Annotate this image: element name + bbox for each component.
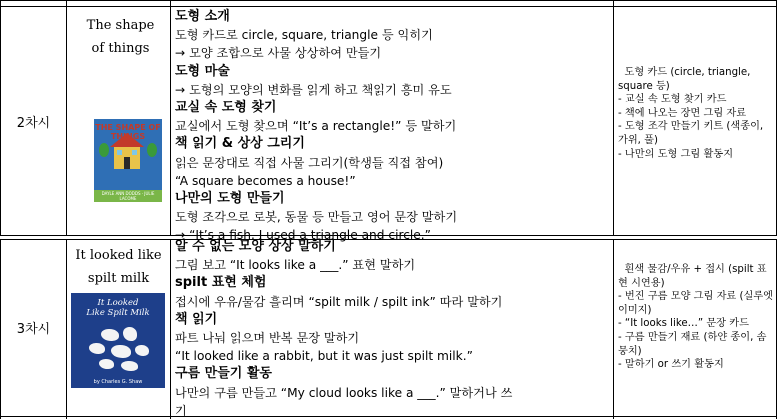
material-item: - “It looks like…” 문장 카드	[618, 318, 749, 330]
activity-heading: 교실 속 도형 찾기	[175, 100, 277, 116]
material-item: - 번진 구름 모양 그림 자료 (실루엣 이미지)	[618, 291, 774, 316]
session-label: 3차시	[16, 322, 51, 337]
book-title-line: The shape	[86, 18, 155, 33]
activity-heading: 구름 만들기 활동	[175, 366, 272, 382]
activity-line: 나만의 구름 만들고 “My cloud looks like a ___.” 말하거나 쓰	[175, 385, 513, 400]
activity-line: 읽은 문장대로 직접 사물 그리기(학생들 직접 참여)	[175, 155, 444, 170]
cover-milk-shape	[111, 345, 131, 358]
session-label: 2차시	[16, 116, 51, 131]
cover-milk-shape	[123, 327, 137, 341]
activity-line: “A square becomes a house!”	[175, 173, 356, 188]
book-title-line: of things	[91, 41, 150, 56]
activity-heading: 도형 마술	[175, 63, 230, 79]
activity-line: → “It’s a fish. I used a triangle and circle.”	[175, 228, 431, 243]
material-item: - 구름 만들기 재료 (하얀 종이, 솜뭉치)	[618, 331, 767, 357]
cover-tree-shape	[147, 143, 157, 157]
column-divider	[66, 0, 67, 419]
cover-milk-shape	[121, 361, 138, 371]
row-divider	[0, 6, 777, 7]
cover-tree-shape	[99, 143, 109, 157]
book-title	[71, 14, 170, 74]
cover-title	[71, 298, 165, 318]
cover-window-shape	[117, 150, 122, 155]
activity-heading: 책 읽기	[175, 311, 218, 327]
cover-milk-shape	[101, 329, 119, 341]
activity-line: → 도형의 모양의 변화를 읽게 하고 책읽기 흥미 유도	[175, 82, 452, 97]
cover-door-shape	[124, 157, 130, 169]
material-item: - 나만의 도형 그림 활동지	[618, 148, 734, 160]
cover-window-shape	[132, 150, 137, 155]
book-cover-image	[71, 293, 165, 388]
activity-line: 도형 카드로 circle, square, triangle 등 익히기	[175, 28, 433, 43]
activity-line: 교실에서 도형 찾으며 “It’s a rectangle!” 등 말하기	[175, 119, 457, 134]
cover-title-line: It Looked	[97, 298, 139, 308]
book-title	[67, 244, 170, 294]
activity-heading: 알 수 없는 모양 상상 말하기	[175, 239, 336, 254]
activity-line: 도형 조각으로 로봇, 동물 등 만들고 영어 문장 말하기	[175, 210, 458, 225]
material-item: 흰색 물감/우유 + 접시 (spilt 표현 시연용)	[618, 264, 767, 289]
column-divider	[613, 0, 614, 419]
materials-cell	[615, 263, 775, 413]
cover-milk-shape	[135, 345, 149, 356]
activity-line: “It looked like a rabbit, but it was just spilt milk.”	[175, 349, 473, 364]
materials-cell	[615, 66, 775, 226]
cover-credit: DAYLE ANN DODDS · JULIE LACOME	[101, 191, 155, 201]
activity-line: 그림 보고 “It looks like a ___.” 표현 말하기	[175, 258, 416, 273]
cover-title-line: Like Spilt Milk	[86, 308, 150, 318]
activity-heading: 나만의 도형 만들기	[175, 191, 285, 207]
activity-heading: 책 읽기 & 상상 그리기	[175, 136, 305, 152]
book-title-line: It looked like	[75, 248, 162, 263]
activity-line: 접시에 우유/물감 흘리며 “spilt milk / spilt ink” 따라 말하기	[175, 294, 503, 309]
cover-roof-shape	[110, 133, 144, 147]
material-item: - 도형 조각 만들기 키트 (색종이, 가위, 풀)	[618, 121, 764, 146]
material-item: - 책에 나오는 장면 그림 자료	[618, 107, 747, 119]
book-cover-image	[94, 119, 162, 202]
cover-credit: by Charles G. Shaw	[93, 379, 143, 385]
material-item: - 교실 속 도형 찾기 카드	[618, 94, 727, 106]
activity-heading: spilt 표현 체험	[175, 275, 267, 291]
activities-cell	[172, 8, 612, 243]
material-item: - 말하기 or 쓰기 활동지	[618, 359, 724, 371]
activity-line: → 모양 조합으로 사물 상상하여 만들기	[175, 46, 382, 61]
cover-milk-shape	[99, 359, 114, 369]
cover-milk-shape	[89, 343, 105, 354]
activity-line: 기	[175, 403, 187, 418]
activity-heading: 도형 소개	[175, 9, 230, 24]
row-divider	[0, 0, 777, 1]
book-title-line: spilt milk	[87, 271, 150, 286]
material-item: 도형 카드 (circle, triangle, square 등)	[618, 67, 754, 92]
column-divider	[170, 0, 171, 419]
cover-title: THE SHAPE OF THINGS	[95, 123, 161, 141]
activity-line: 파트 나눠 읽으며 반복 문장 말하기	[175, 331, 360, 346]
activities-cell	[172, 238, 612, 416]
